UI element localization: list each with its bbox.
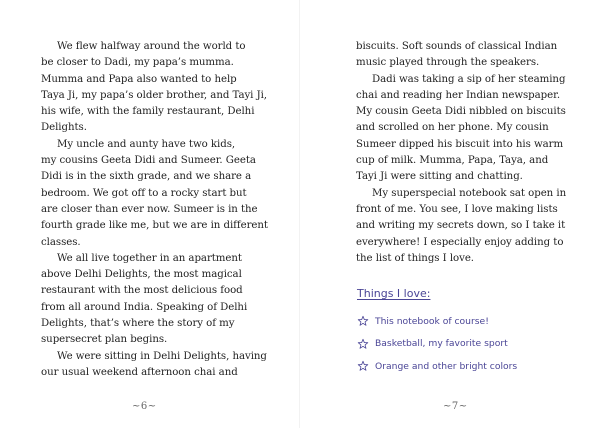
text-line: are closer than ever now. Sumeer is in the bbox=[41, 203, 258, 215]
left-page-text bbox=[41, 39, 268, 381]
book-gutter bbox=[299, 0, 300, 428]
list-title: Things I love: bbox=[357, 287, 431, 300]
text-line: We were sitting in Delhi Delights, having bbox=[57, 350, 267, 362]
text-line: restaurant with the most delicious food bbox=[41, 285, 243, 297]
text-line: be closer to Dadi, my papa’s mumma. bbox=[41, 57, 234, 69]
right-page-text bbox=[356, 39, 567, 267]
text-line: front of me. You see, I love making lists bbox=[356, 203, 558, 215]
text-line: Mumma and Papa also wanted to help bbox=[41, 73, 237, 85]
text-line: classes. bbox=[41, 236, 81, 248]
text-line: Taya Ji, my papa’s older brother, and Tayi Ji, bbox=[41, 89, 268, 101]
list-item-label: This notebook of course! bbox=[375, 315, 489, 327]
text-line: My uncle and aunty have two kids, bbox=[57, 138, 236, 150]
list-item-label: Basketball, my favorite sport bbox=[375, 338, 508, 350]
text-line: and writing my secrets down, so I take it bbox=[356, 220, 566, 232]
text-line: We flew halfway around the world to bbox=[57, 41, 246, 52]
text-line: fourth grade like me, but we are in different bbox=[41, 220, 268, 232]
text-line: music played through the speakers. bbox=[356, 57, 540, 69]
text-line: chai and reading her Indian newspaper. bbox=[356, 89, 561, 101]
text-line: above Delhi Delights, the most magical bbox=[41, 269, 242, 281]
text-line: the list of things I love. bbox=[356, 252, 474, 264]
list-item bbox=[357, 333, 577, 356]
text-line: Tayi Ji were sitting and chatting. bbox=[356, 171, 523, 183]
text-line: and scrolled on her phone. My cousin bbox=[356, 122, 549, 134]
star-outline-icon bbox=[357, 315, 369, 327]
text-line: My superspecial notebook sat open in bbox=[372, 187, 567, 199]
text-line: my cousins Geeta Didi and Sumeer. Geeta bbox=[41, 155, 256, 167]
text-line: We all live together in an apartment bbox=[57, 252, 242, 264]
things-i-love-list bbox=[357, 287, 577, 378]
text-line: Delights. bbox=[41, 122, 87, 134]
page-number-left: ~6~ bbox=[132, 401, 157, 412]
text-line: our usual weekend afternoon chai and bbox=[41, 366, 238, 378]
star-outline-icon bbox=[357, 360, 369, 372]
text-line: My cousin Geeta Didi nibbled on biscuits bbox=[356, 106, 566, 118]
text-line: bedroom. We got off to a rocky start but bbox=[41, 187, 247, 199]
list-item bbox=[357, 310, 577, 333]
text-line: Sumeer dipped his biscuit into his warm bbox=[356, 138, 564, 150]
text-line: supersecret plan begins. bbox=[41, 334, 168, 346]
list-item bbox=[357, 355, 577, 378]
text-line: his wife, with the family restaurant, Delhi bbox=[41, 106, 255, 118]
text-line: from all around India. Speaking of Delhi bbox=[41, 301, 248, 313]
page-number-right: ~7~ bbox=[443, 401, 468, 412]
list-item-label: Orange and other bright colors bbox=[375, 360, 518, 372]
text-line: Didi is in the sixth grade, and we share a bbox=[41, 171, 252, 183]
text-line: biscuits. Soft sounds of classical Indian bbox=[356, 41, 558, 52]
star-outline-icon bbox=[357, 338, 369, 350]
text-line: Delights, that’s where the story of my bbox=[41, 318, 235, 330]
text-line: Dadi was taking a sip of her steaming bbox=[372, 73, 566, 85]
text-line: cup of milk. Mumma, Papa, Taya, and bbox=[356, 155, 549, 167]
text-line: everywhere! I especially enjoy adding to bbox=[356, 236, 564, 248]
